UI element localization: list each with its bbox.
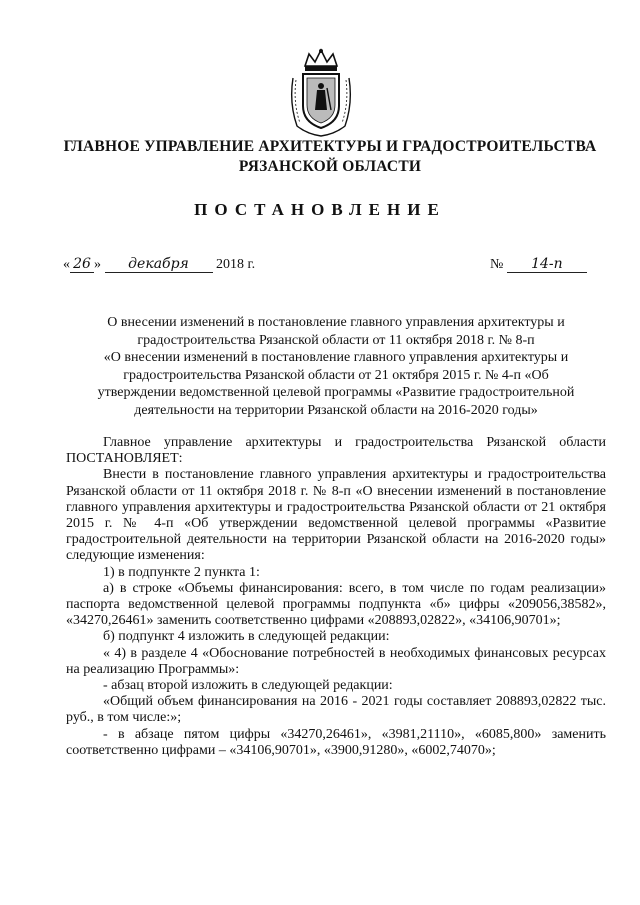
document-type-title: ПОСТАНОВЛЕНИЕ <box>194 200 446 219</box>
document-subject <box>66 314 606 419</box>
subject-line: утверждении ведомственной целевой программы «Развитие градостроительной <box>97 385 575 400</box>
coat-of-arms-emblem <box>287 48 355 138</box>
organization-title-line2: РЯЗАНСКОЙ ОБЛАСТИ <box>238 158 422 175</box>
date-close-quote: » <box>94 257 101 272</box>
date-open-quote: « <box>63 257 70 272</box>
paragraph-amendment: Внести в постановление главного управления архитектуры и градостроительства Рязанской области от 11 октября 2018 г. № 8-п «О внесении изменений в постановление главного управления архитектуры и градостроительства Рязанской области от 21 октября 2015 г. № 4-п «Об утверждении ведомственной целевой программы «Развитие градостроительной деятельности на территории Рязанской области на 2016-2020 годы» следующие изменения: <box>66 467 606 564</box>
number-value-handwritten: 14-п <box>507 256 587 273</box>
date-year: 2018 г. <box>216 257 256 272</box>
paragraph-total-financing: «Общий объем финансирования на 2016 - 2021 годы составляет 208893,02822 тыс. руб., в том числе:»; <box>66 694 606 726</box>
intro-paragraph: Главное управление архитектуры и градостроительства Рязанской области ПОСТАНОВЛЯЕТ: <box>66 435 606 467</box>
organization-title-line1: ГЛАВНОЕ УПРАВЛЕНИЕ АРХИТЕКТУРЫ И ГРАДОСТРОИТЕЛЬСТВА <box>63 138 597 155</box>
subject-line: градостроительства Рязанской области от 21 октября 2015 г. № 4-п «Об <box>123 367 549 383</box>
subject-line: О внесении изменений в постановление главного управления архитектуры и <box>107 315 565 330</box>
subject-line: градостроительства Рязанской области от 11 октября 2018 г. № 8-п <box>137 332 535 348</box>
number-label: № <box>490 257 504 272</box>
date-day-handwritten: 26 <box>70 256 94 273</box>
subject-line: «О внесении изменений в постановление главного управления архитектуры и <box>103 350 569 365</box>
document-number <box>490 256 587 273</box>
date-month-handwritten: декабря <box>105 256 213 273</box>
document-date <box>63 256 255 273</box>
document-body <box>66 435 606 759</box>
paragraph-fifth-abzac: - в абзаце пятом цифры «34270,26461», «3981,21110», «6085,800» заменить соответственно цифрами – «34106,90701», «3900,91280», «6002,74070»; <box>66 726 606 758</box>
paragraph-second-abzac: - абзац второй изложить в следующей редакции: <box>103 678 393 694</box>
paragraph-section-4: « 4) в разделе 4 «Обоснование потребностей в необходимых финансовых ресурсах на реализацию Программы»: <box>66 645 606 677</box>
paragraph-item-b: б) подпункт 4 изложить в следующей редакции: <box>103 629 390 645</box>
paragraph-item-1: 1) в подпункте 2 пункта 1: <box>103 564 260 580</box>
subject-line: деятельности на территории Рязанской области на 2016-2020 годы» <box>134 402 538 418</box>
paragraph-item-a: а) в строке «Объемы финансирования: всего, в том числе по годам реализации» паспорта ведомственной целевой программы подпункта «б» цифры «209056,38582», «34270,26461» заменить соответственно цифрами «208893,02822», «34106,90701»; <box>66 580 606 629</box>
